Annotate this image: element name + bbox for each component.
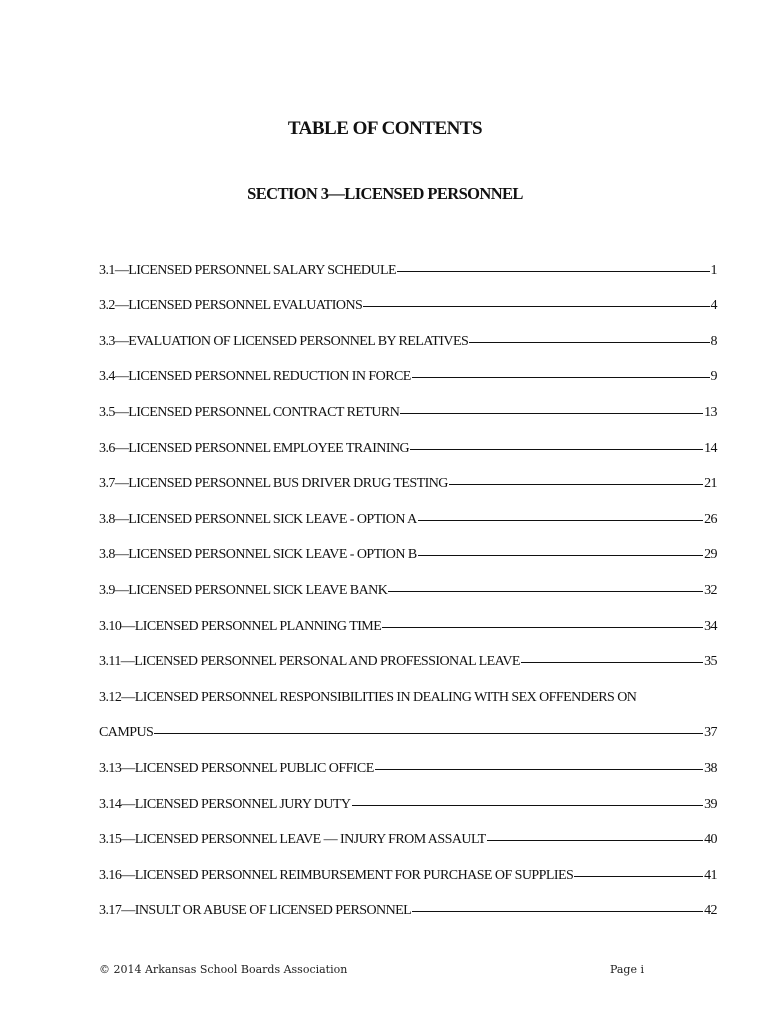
toc-leader-line	[363, 306, 709, 307]
toc-page-number: 34	[704, 618, 717, 634]
toc-entry-label: 3.8—LICENSED PERSONNEL SICK LEAVE - OPTION B	[99, 547, 417, 563]
toc-entry-label: 3.4—LICENSED PERSONNEL REDUCTION IN FORCE	[99, 369, 411, 385]
toc-entry-label: 3.16—LICENSED PERSONNEL REIMBURSEMENT FOR PURCHASE OF SUPPLIES	[99, 867, 574, 883]
toc-page-number: 39	[704, 796, 717, 812]
toc-entry[interactable]	[99, 742, 717, 778]
toc-entry-label: 3.6—LICENSED PERSONNEL EMPLOYEE TRAINING	[99, 440, 410, 456]
toc-entry-label: 3.13—LICENSED PERSONNEL PUBLIC OFFICE	[99, 760, 374, 776]
toc-entry[interactable]	[99, 386, 717, 422]
toc-entry[interactable]	[99, 458, 717, 494]
toc-page-number: 26	[704, 511, 717, 527]
toc-entry-label: 3.7—LICENSED PERSONNEL BUS DRIVER DRUG TESTING	[99, 476, 448, 492]
toc-entry[interactable]	[99, 778, 717, 814]
toc-entry[interactable]	[99, 244, 717, 280]
toc-entry-label: 3.1—LICENSED PERSONNEL SALARY SCHEDULE	[99, 262, 396, 278]
toc-entry[interactable]	[99, 849, 717, 885]
table-of-contents	[99, 244, 717, 920]
section-title: SECTION 3—LICENSED PERSONNEL	[247, 184, 523, 203]
toc-entry-label: 3.17—INSULT OR ABUSE OF LICENSED PERSONNEL	[99, 903, 412, 919]
toc-page-number: 9	[710, 369, 717, 385]
toc-entry-label: 3.3—EVALUATION OF LICENSED PERSONNEL BY RELATIVES	[99, 333, 469, 349]
toc-page-number: 41	[704, 867, 717, 883]
toc-entry[interactable]	[99, 280, 717, 316]
toc-leader-line	[418, 520, 703, 521]
toc-entry-label: 3.9—LICENSED PERSONNEL SICK LEAVE BANK	[99, 582, 388, 598]
toc-page-number: 13	[704, 404, 717, 420]
toc-leader-line	[412, 377, 710, 378]
toc-entry-label: 3.5—LICENSED PERSONNEL CONTRACT RETURN	[99, 404, 400, 420]
toc-leader-line	[410, 449, 703, 450]
footer-copyright: © 2014 Arkansas School Boards Association	[99, 963, 348, 976]
toc-entry-label: 3.10—LICENSED PERSONNEL PLANNING TIME	[99, 618, 382, 634]
toc-page-number: 42	[704, 903, 717, 919]
toc-page-number: 1	[710, 262, 717, 278]
toc-entry-label: 3.15—LICENSED PERSONNEL LEAVE — INJURY FROM ASSAULT	[99, 832, 486, 848]
toc-entry-label: 3.11—LICENSED PERSONNEL PERSONAL AND PROFESSIONAL LEAVE	[99, 654, 520, 670]
toc-leader-line	[574, 876, 703, 877]
toc-leader-line	[487, 840, 703, 841]
toc-leader-line	[412, 911, 703, 912]
toc-page-number: 37	[704, 725, 717, 741]
toc-leader-line	[154, 733, 703, 734]
toc-page-number: 38	[704, 760, 717, 776]
toc-entry[interactable]	[99, 814, 717, 850]
footer-page-number: Page i	[609, 963, 644, 976]
toc-entry-line	[99, 671, 717, 707]
toc-page-number: 29	[704, 547, 717, 563]
toc-leader-line	[400, 413, 703, 414]
toc-page-number: 21	[704, 476, 717, 492]
toc-entry-label: 3.12—LICENSED PERSONNEL RESPONSIBILITIES IN DEALING WITH SEX OFFENDERS ON	[99, 689, 637, 705]
toc-entry[interactable]	[99, 636, 717, 672]
toc-entry[interactable]	[99, 529, 717, 565]
toc-leader-line	[521, 662, 703, 663]
toc-page-number: 8	[710, 333, 717, 349]
toc-entry[interactable]	[99, 315, 717, 351]
toc-leader-line	[382, 627, 703, 628]
toc-page-number: 40	[704, 832, 717, 848]
toc-entry[interactable]	[99, 600, 717, 636]
toc-page-number: 14	[704, 440, 717, 456]
toc-entry-label: 3.8—LICENSED PERSONNEL SICK LEAVE - OPTION A	[99, 511, 417, 527]
toc-leader-line	[469, 342, 709, 343]
toc-entry[interactable]	[99, 351, 717, 387]
toc-entry-label: CAMPUS	[99, 725, 154, 741]
toc-entry[interactable]	[99, 707, 717, 743]
toc-page-number: 32	[704, 582, 717, 598]
toc-page-number: 4	[710, 298, 717, 314]
toc-leader-line	[375, 769, 703, 770]
page-title: TABLE OF CONTENTS	[287, 118, 483, 139]
toc-leader-line	[397, 271, 710, 272]
toc-leader-line	[449, 484, 703, 485]
toc-entry[interactable]	[99, 564, 717, 600]
toc-leader-line	[418, 555, 703, 556]
toc-entry-label: 3.2—LICENSED PERSONNEL EVALUATIONS	[99, 298, 363, 314]
toc-entry-label: 3.14—LICENSED PERSONNEL JURY DUTY	[99, 796, 351, 812]
toc-entry[interactable]	[99, 493, 717, 529]
toc-leader-line	[388, 591, 703, 592]
toc-leader-line	[352, 805, 704, 806]
toc-entry[interactable]	[99, 422, 717, 458]
toc-page-number: 35	[704, 654, 717, 670]
toc-entry[interactable]	[99, 885, 717, 921]
